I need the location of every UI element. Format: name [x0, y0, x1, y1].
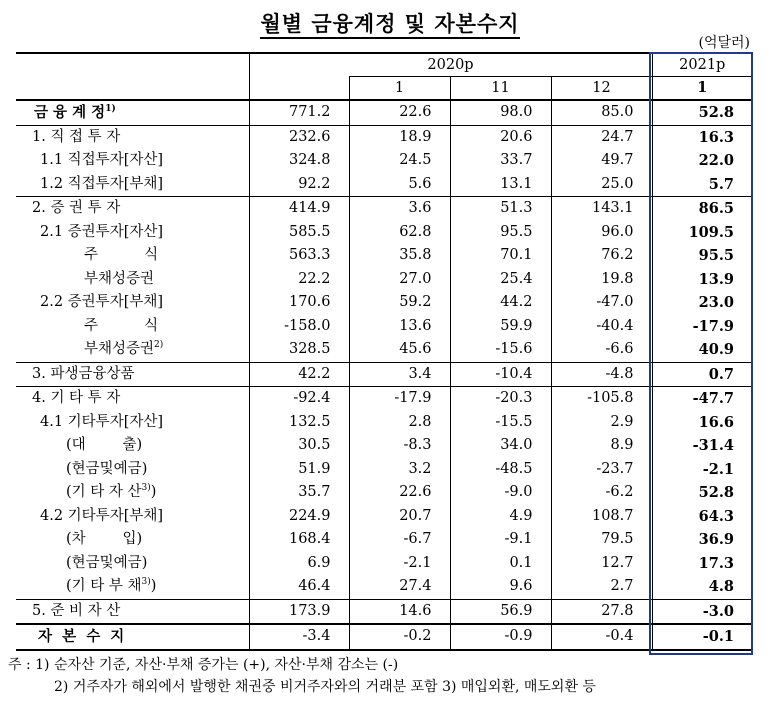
row-label [16, 434, 249, 458]
cell-value: 13.6 [349, 315, 450, 339]
table-row [16, 197, 752, 221]
cell-2021-jan: 36.9 [652, 528, 752, 552]
row-label [16, 100, 249, 125]
row-label [16, 481, 249, 505]
row-label [16, 268, 249, 292]
cell-value: 2.7 [551, 575, 652, 599]
table-row [16, 387, 752, 411]
row-label [16, 458, 249, 482]
cell-value: 51.3 [450, 197, 551, 221]
table-row [16, 173, 752, 197]
table-row [16, 362, 752, 387]
cell-value: 414.9 [249, 197, 349, 221]
cell-value: 51.9 [249, 458, 349, 482]
cell-2021-jan: 0.7 [652, 362, 752, 387]
cell-value: 20.6 [450, 125, 551, 149]
row-label-text: 2.1 증권투자[자산] [40, 223, 164, 240]
cell-2021-jan: 109.5 [652, 221, 752, 245]
row-label [16, 387, 249, 411]
header-month: 1 [349, 77, 450, 101]
row-label [16, 149, 249, 173]
cell-value: -105.8 [551, 387, 652, 411]
table-row [16, 315, 752, 339]
cell-value: 79.5 [551, 528, 652, 552]
cell-value: 224.9 [249, 505, 349, 529]
cell-value: -0.4 [551, 624, 652, 650]
row-label [16, 221, 249, 245]
footnote-line: 2) 거주자가 해외에서 발행한 채권중 비거주자와의 거래분 포함 3) 매입외환, 매도외환 등 [54, 679, 596, 695]
table-row [16, 552, 752, 576]
cell-value: 2.8 [349, 411, 450, 435]
cell-value: -9.0 [450, 481, 551, 505]
cell-2021-jan: 4.8 [652, 575, 752, 599]
row-label [16, 528, 249, 552]
cell-2021-jan: -3.0 [652, 599, 752, 624]
cell-value: 35.7 [249, 481, 349, 505]
row-label-text: 부채성증권 [84, 270, 155, 287]
row-label-text: 5. 준 비 자 산 [32, 602, 121, 619]
cell-value: 56.9 [450, 599, 551, 624]
cell-value: 12.7 [551, 552, 652, 576]
cell-value: 170.6 [249, 291, 349, 315]
cell-2021-jan: -2.1 [652, 458, 752, 482]
row-label-text: 금 융 계 정 [34, 104, 106, 121]
table-row [16, 221, 752, 245]
cell-value: -92.4 [249, 387, 349, 411]
cell-value: -4.8 [551, 362, 652, 387]
row-label-text: 자 본 수 지 [38, 628, 125, 645]
header-2021: 2021p [652, 53, 752, 77]
cell-value: 46.4 [249, 575, 349, 599]
row-label-text: 주 식 [84, 247, 159, 263]
cell-value: -48.5 [450, 458, 551, 482]
row-label [16, 173, 249, 197]
cell-value: 27.0 [349, 268, 450, 292]
row-label [16, 624, 249, 650]
header-month: 1 [652, 77, 752, 101]
cell-value: 85.0 [551, 100, 652, 125]
cell-value: 0.1 [450, 552, 551, 576]
cell-value: 42.2 [249, 362, 349, 387]
cell-value: 59.9 [450, 315, 551, 339]
cell-2021-jan: 52.8 [652, 100, 752, 125]
cell-value: 14.6 [349, 599, 450, 624]
row-label-text: (차 입) [66, 531, 143, 547]
cell-value: 328.5 [249, 338, 349, 362]
cell-2021-jan: 64.3 [652, 505, 752, 529]
header-month: 12 [551, 77, 652, 101]
cell-value: 8.9 [551, 434, 652, 458]
cell-value: 96.0 [551, 221, 652, 245]
row-label-text: 주 식 [84, 317, 159, 334]
cell-value: 70.1 [450, 244, 551, 268]
row-label [16, 244, 249, 268]
row-label-tail: ) [150, 484, 157, 500]
cell-value: -6.2 [551, 481, 652, 505]
cell-value: 98.0 [450, 100, 551, 125]
footnote-marker: 3) [141, 577, 151, 587]
row-label-text: (기 타 자 산 [66, 484, 142, 500]
cell-2021-jan: 5.7 [652, 173, 752, 197]
row-label-text: 2. 증 권 투 자 [32, 200, 121, 216]
cell-2021-jan: 16.3 [652, 125, 752, 149]
table-row [16, 244, 752, 268]
cell-value: 59.2 [349, 291, 450, 315]
row-label-text: 부채성증권 [84, 341, 155, 357]
cell-value: -158.0 [249, 315, 349, 339]
table-row [16, 268, 752, 292]
cell-value: 168.4 [249, 528, 349, 552]
row-label-text: 1.2 직접투자[부채] [40, 175, 164, 192]
cell-value: 3.2 [349, 458, 450, 482]
cell-value: 4.9 [450, 505, 551, 529]
table-row [16, 624, 752, 650]
cell-value: 20.7 [349, 505, 450, 529]
footnote-marker: 1) [105, 104, 116, 114]
cell-value: -15.5 [450, 411, 551, 435]
table-row [16, 125, 752, 149]
row-label [16, 575, 249, 599]
table-row [16, 434, 752, 458]
unit-label: (억달러) [698, 35, 750, 51]
cell-value: 92.2 [249, 173, 349, 197]
cell-value: 22.2 [249, 268, 349, 292]
cell-value: 108.7 [551, 505, 652, 529]
row-label [16, 552, 249, 576]
table-row [16, 528, 752, 552]
cell-value: 33.7 [450, 149, 551, 173]
table-row [16, 338, 752, 362]
cell-2021-jan: 17.3 [652, 552, 752, 576]
cell-value: 324.8 [249, 149, 349, 173]
cell-2021-jan: -0.1 [652, 624, 752, 650]
cell-value: 771.2 [249, 100, 349, 125]
table-body [16, 100, 752, 650]
cell-value: 27.4 [349, 575, 450, 599]
cell-value: 132.5 [249, 411, 349, 435]
cell-value: 13.1 [450, 173, 551, 197]
table-row [16, 575, 752, 599]
cell-value: 22.6 [349, 481, 450, 505]
cell-2021-jan: 52.8 [652, 481, 752, 505]
table-row [16, 291, 752, 315]
cell-value: -6.6 [551, 338, 652, 362]
cell-value: 95.5 [450, 221, 551, 245]
header-row-years [16, 53, 752, 77]
financial-account-table [16, 52, 752, 651]
row-label-text: 4.2 기타투자[부채] [40, 507, 164, 524]
row-label [16, 362, 249, 387]
cell-value: -15.6 [450, 338, 551, 362]
cell-2021-jan: 23.0 [652, 291, 752, 315]
cell-value: 27.8 [551, 599, 652, 624]
cell-value: 143.1 [551, 197, 652, 221]
row-label [16, 411, 249, 435]
cell-value: 3.4 [349, 362, 450, 387]
cell-value: 62.8 [349, 221, 450, 245]
cell-value: 25.4 [450, 268, 551, 292]
row-label-text: 4. 기 타 투 자 [32, 390, 121, 406]
table-row [16, 458, 752, 482]
row-label-text: (기 타 부 채 [66, 578, 142, 594]
cell-value: 18.9 [349, 125, 450, 149]
cell-2021-jan: 22.0 [652, 149, 752, 173]
row-label-text: 2.2 증권투자[부채] [40, 294, 164, 310]
cell-value: 563.3 [249, 244, 349, 268]
table-row [16, 411, 752, 435]
cell-2021-jan: -47.7 [652, 387, 752, 411]
footnotes [8, 654, 596, 698]
cell-value: -8.3 [349, 434, 450, 458]
cell-value: -47.0 [551, 291, 652, 315]
cell-value: 30.5 [249, 434, 349, 458]
footnote-marker: 3) [141, 483, 151, 493]
title-text: 월별 금융계정 및 자본수지 [260, 11, 519, 39]
row-label-text: 3. 파생금융상품 [32, 365, 135, 382]
cell-value: 3.6 [349, 197, 450, 221]
cell-2021-jan: -31.4 [652, 434, 752, 458]
cell-value: 2.9 [551, 411, 652, 435]
row-label [16, 338, 249, 362]
row-label [16, 197, 249, 221]
table-row [16, 599, 752, 624]
cell-value: 19.8 [551, 268, 652, 292]
row-label-text: (현금및예금) [66, 460, 148, 477]
cell-value: -0.9 [450, 624, 551, 650]
cell-value: 5.6 [349, 173, 450, 197]
cell-value: 9.6 [450, 575, 551, 599]
cell-value: 232.6 [249, 125, 349, 149]
header-2020-annual [249, 77, 349, 101]
cell-value: 44.2 [450, 291, 551, 315]
cell-value: 585.5 [249, 221, 349, 245]
cell-value: 45.6 [349, 338, 450, 362]
table-row [16, 100, 752, 125]
cell-value: -17.9 [349, 387, 450, 411]
row-label [16, 125, 249, 149]
cell-2021-jan: 16.6 [652, 411, 752, 435]
cell-value: 25.0 [551, 173, 652, 197]
cell-value: 6.9 [249, 552, 349, 576]
cell-2021-jan: 40.9 [652, 338, 752, 362]
cell-value: 35.8 [349, 244, 450, 268]
cell-value: -2.1 [349, 552, 450, 576]
page-title [0, 8, 780, 38]
row-label [16, 291, 249, 315]
footnote-marker: 2) [154, 340, 164, 350]
cell-value: -23.7 [551, 458, 652, 482]
row-label-text: 1. 직 접 투 자 [32, 128, 121, 145]
row-label [16, 505, 249, 529]
cell-value: -40.4 [551, 315, 652, 339]
header-corner [16, 53, 249, 100]
header-month: 11 [450, 77, 551, 101]
row-label [16, 599, 249, 624]
row-label-text: 4.1 기타투자[자산] [40, 413, 164, 430]
cell-value: 24.5 [349, 149, 450, 173]
row-label-text: (대 출) [66, 437, 143, 453]
cell-value: -20.3 [450, 387, 551, 411]
row-label [16, 315, 249, 339]
table-row [16, 505, 752, 529]
cell-value: 76.2 [551, 244, 652, 268]
cell-2021-jan: -17.9 [652, 315, 752, 339]
header-2020: 2020p [249, 53, 652, 77]
table-row [16, 149, 752, 173]
cell-value: 22.6 [349, 100, 450, 125]
cell-value: 49.7 [551, 149, 652, 173]
cell-value: -3.4 [249, 624, 349, 650]
cell-2021-jan: 95.5 [652, 244, 752, 268]
table-row [16, 481, 752, 505]
cell-value: -9.1 [450, 528, 551, 552]
cell-value: 24.7 [551, 125, 652, 149]
row-label-tail: ) [150, 578, 157, 594]
cell-value: -10.4 [450, 362, 551, 387]
cell-value: -6.7 [349, 528, 450, 552]
cell-value: -0.2 [349, 624, 450, 650]
cell-value: 173.9 [249, 599, 349, 624]
cell-2021-jan: 86.5 [652, 197, 752, 221]
cell-value: 34.0 [450, 434, 551, 458]
row-label-text: (현금및예금) [66, 554, 148, 571]
footnote-line: 주 : 1) 순자산 기준, 자산·부채 증가는 (+), 자산·부채 감소는 (-) [8, 657, 399, 673]
row-label-text: 1.1 직접투자[자산] [40, 152, 164, 168]
cell-2021-jan: 13.9 [652, 268, 752, 292]
